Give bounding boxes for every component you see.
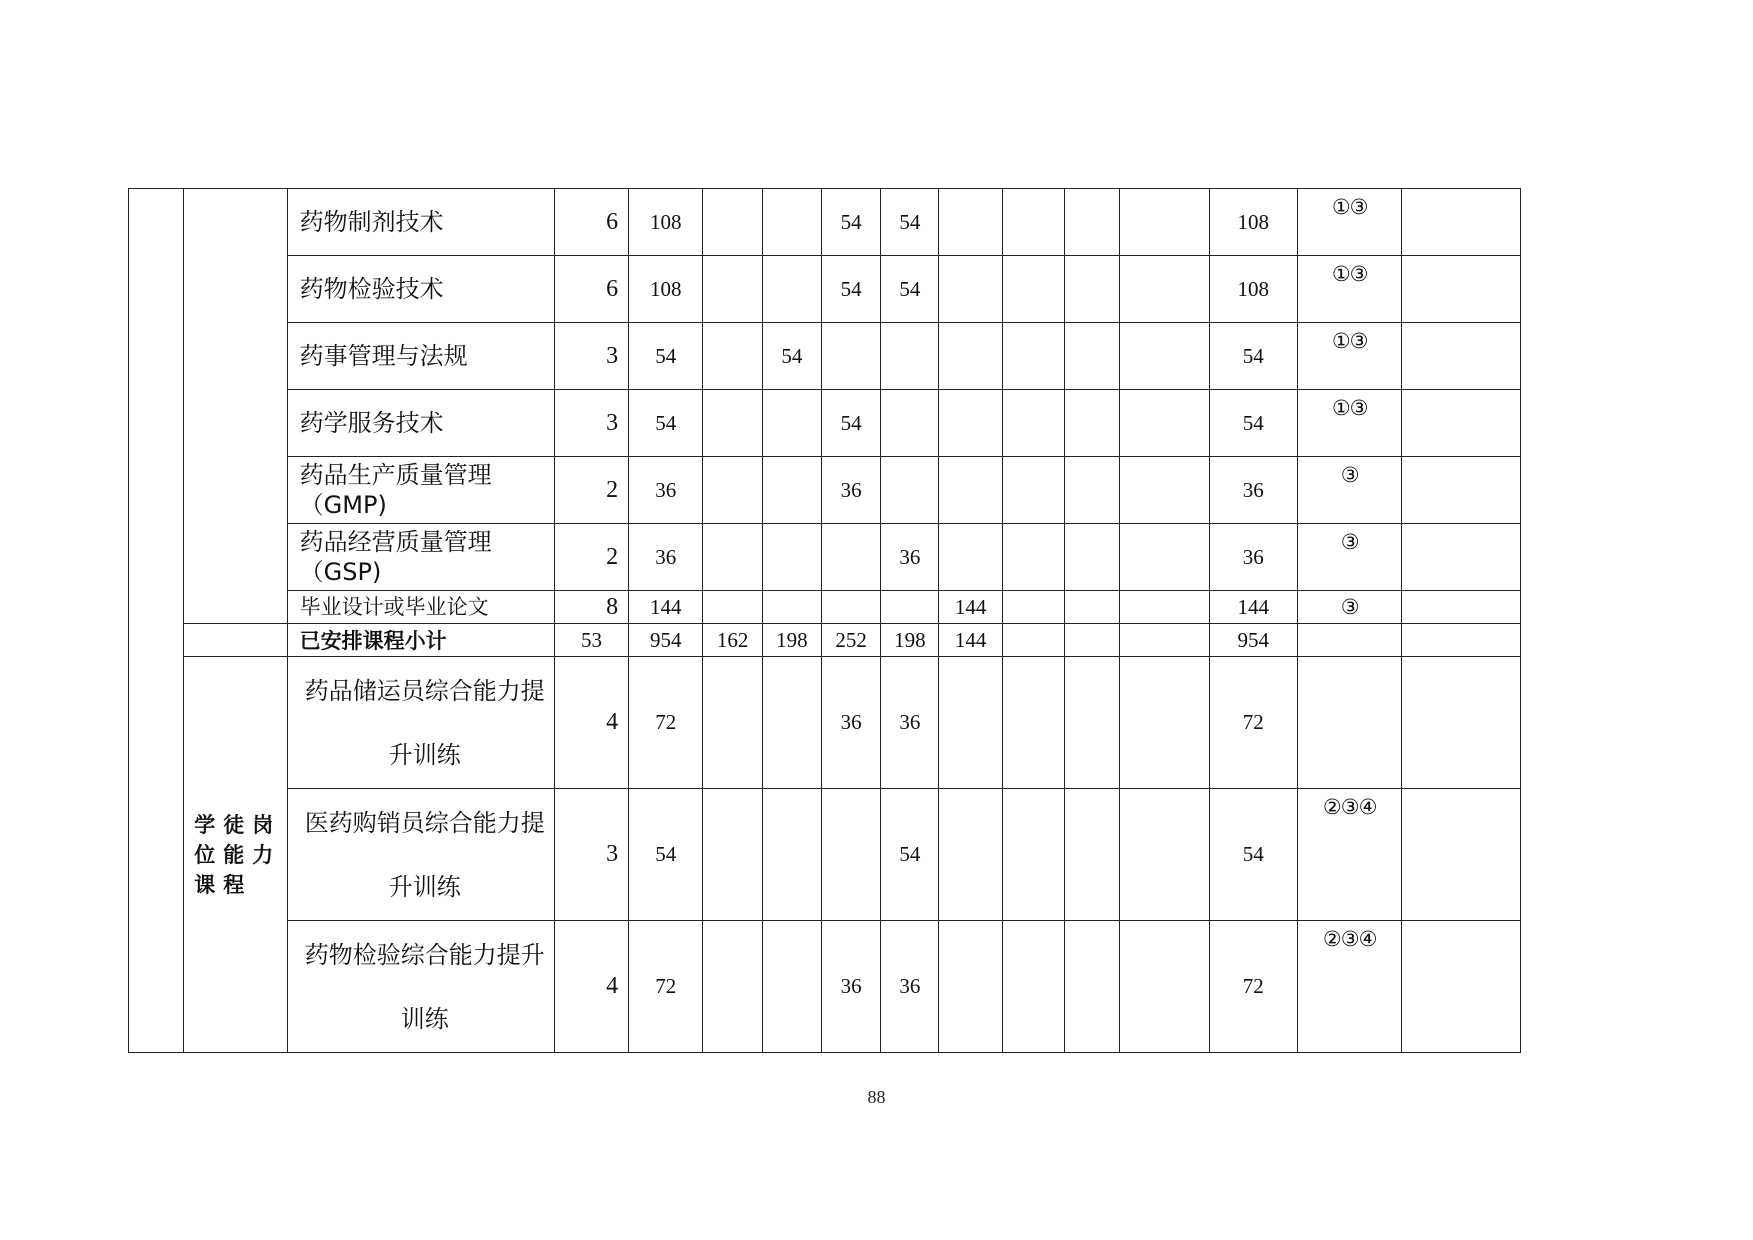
semester-6-cell (1002, 789, 1064, 921)
course-name: 药品经营质量管理（GSP) (287, 524, 554, 591)
extra-col-1-cell (1064, 591, 1119, 624)
teaching-mode-cell: ②③④ (1297, 789, 1401, 921)
credits-cell: 3 (554, 323, 628, 390)
course-name: 药事管理与法规 (287, 323, 554, 390)
semester-6-cell (1002, 524, 1064, 591)
semester-5-cell (939, 256, 1002, 323)
teaching-mode-cell (1297, 624, 1401, 657)
note-cell (1402, 457, 1521, 524)
total-hours-2-cell: 108 (1209, 256, 1297, 323)
semester-5-cell (939, 524, 1002, 591)
total-hours-2-cell: 108 (1209, 189, 1297, 256)
total-hours-2-cell: 144 (1209, 591, 1297, 624)
course-name: 医药购销员综合能力提升训练 (287, 789, 554, 921)
table-row (129, 390, 1521, 457)
note-cell (1402, 591, 1521, 624)
total-hours-cell: 54 (629, 390, 703, 457)
extra-col-2-cell (1120, 624, 1209, 657)
table-row (129, 591, 1521, 624)
note-cell (1402, 390, 1521, 457)
credits-cell: 3 (554, 789, 628, 921)
extra-col-1-cell (1064, 789, 1119, 921)
total-hours-cell: 144 (629, 591, 703, 624)
course-name: 药物制剂技术 (287, 189, 554, 256)
total-hours-cell: 36 (629, 457, 703, 524)
table-row (129, 323, 1521, 390)
teaching-mode-cell: ③ (1297, 457, 1401, 524)
semester-4-cell: 54 (881, 189, 939, 256)
outer-category-cell (129, 189, 184, 1053)
credits-cell: 3 (554, 390, 628, 457)
semester-2-cell: 198 (762, 624, 821, 657)
semester-1-cell (703, 591, 762, 624)
semester-1-cell (703, 657, 762, 789)
total-hours-2-cell: 72 (1209, 657, 1297, 789)
semester-3-cell: 36 (821, 657, 880, 789)
semester-3-cell: 252 (821, 624, 880, 657)
extra-col-1-cell (1064, 657, 1119, 789)
total-hours-2-cell: 954 (1209, 624, 1297, 657)
credits-cell: 8 (554, 591, 628, 624)
credits-cell: 6 (554, 256, 628, 323)
course-table (128, 188, 1521, 1053)
semester-6-cell (1002, 323, 1064, 390)
credits-cell: 6 (554, 189, 628, 256)
note-cell (1402, 256, 1521, 323)
semester-1-cell (703, 789, 762, 921)
note-cell (1402, 323, 1521, 390)
semester-4-cell (881, 457, 939, 524)
semester-5-cell (939, 189, 1002, 256)
semester-6-cell (1002, 457, 1064, 524)
teaching-mode-cell: ②③④ (1297, 921, 1401, 1053)
course-name: 毕业设计或毕业论文 (287, 591, 554, 624)
teaching-mode-cell: ①③ (1297, 256, 1401, 323)
extra-col-1-cell (1064, 457, 1119, 524)
semester-5-cell (939, 457, 1002, 524)
semester-3-cell: 54 (821, 189, 880, 256)
extra-col-2-cell (1120, 524, 1209, 591)
teaching-mode-cell: ③ (1297, 591, 1401, 624)
note-cell (1402, 789, 1521, 921)
extra-col-1-cell (1064, 390, 1119, 457)
semester-6-cell (1002, 390, 1064, 457)
category-cell (184, 189, 287, 624)
table-row (129, 524, 1521, 591)
semester-5-cell (939, 657, 1002, 789)
extra-col-2-cell (1120, 657, 1209, 789)
semester-3-cell (821, 789, 880, 921)
semester-3-cell: 36 (821, 457, 880, 524)
subtotal-row (129, 624, 1521, 657)
extra-col-1-cell (1064, 624, 1119, 657)
extra-col-1-cell (1064, 524, 1119, 591)
teaching-mode-cell (1297, 657, 1401, 789)
semester-4-cell: 36 (881, 921, 939, 1053)
credits-cell: 4 (554, 657, 628, 789)
credits-cell: 53 (554, 624, 628, 657)
total-hours-2-cell: 54 (1209, 789, 1297, 921)
semester-2-cell (762, 256, 821, 323)
extra-col-2-cell (1120, 789, 1209, 921)
course-name: 药学服务技术 (287, 390, 554, 457)
semester-6-cell (1002, 624, 1064, 657)
semester-2-cell (762, 524, 821, 591)
note-cell (1402, 657, 1521, 789)
course-name: 药品储运员综合能力提升训练 (287, 657, 554, 789)
semester-5-cell (939, 789, 1002, 921)
table-row (129, 189, 1521, 256)
semester-2-cell: 54 (762, 323, 821, 390)
total-hours-cell: 72 (629, 921, 703, 1053)
semester-2-cell (762, 657, 821, 789)
semester-2-cell (762, 390, 821, 457)
extra-col-1-cell (1064, 189, 1119, 256)
semester-5-cell (939, 390, 1002, 457)
credits-cell: 2 (554, 524, 628, 591)
semester-3-cell (821, 524, 880, 591)
total-hours-cell: 54 (629, 789, 703, 921)
total-hours-cell: 36 (629, 524, 703, 591)
semester-5-cell: 144 (939, 624, 1002, 657)
semester-6-cell (1002, 657, 1064, 789)
credits-cell: 2 (554, 457, 628, 524)
extra-col-1-cell (1064, 256, 1119, 323)
total-hours-2-cell: 72 (1209, 921, 1297, 1053)
course-name: 药物检验技术 (287, 256, 554, 323)
semester-5-cell: 144 (939, 591, 1002, 624)
total-hours-2-cell: 54 (1209, 390, 1297, 457)
total-hours-cell: 108 (629, 256, 703, 323)
total-hours-cell: 54 (629, 323, 703, 390)
semester-6-cell (1002, 189, 1064, 256)
semester-4-cell: 54 (881, 256, 939, 323)
extra-col-2-cell (1120, 189, 1209, 256)
note-cell (1402, 921, 1521, 1053)
table-row (129, 457, 1521, 524)
semester-4-cell (881, 323, 939, 390)
teaching-mode-cell: ①③ (1297, 390, 1401, 457)
semester-2-cell (762, 591, 821, 624)
subtotal-label: 已安排课程小计 (287, 624, 554, 657)
extra-col-2-cell (1120, 256, 1209, 323)
semester-4-cell (881, 390, 939, 457)
teaching-mode-cell: ③ (1297, 524, 1401, 591)
total-hours-2-cell: 36 (1209, 524, 1297, 591)
extra-col-2-cell (1120, 323, 1209, 390)
semester-4-cell: 198 (881, 624, 939, 657)
semester-1-cell (703, 256, 762, 323)
semester-4-cell: 54 (881, 789, 939, 921)
credits-cell: 4 (554, 921, 628, 1053)
semester-1-cell (703, 390, 762, 457)
teaching-mode-cell: ①③ (1297, 323, 1401, 390)
semester-3-cell (821, 323, 880, 390)
semester-5-cell (939, 921, 1002, 1053)
extra-col-2-cell (1120, 390, 1209, 457)
extra-col-1-cell (1064, 921, 1119, 1053)
table-row (129, 921, 1521, 1053)
extra-col-2-cell (1120, 921, 1209, 1053)
page-number: 88 (867, 1087, 886, 1107)
total-hours-2-cell: 54 (1209, 323, 1297, 390)
semester-6-cell (1002, 921, 1064, 1053)
semester-3-cell: 36 (821, 921, 880, 1053)
semester-1-cell (703, 921, 762, 1053)
semester-1-cell (703, 189, 762, 256)
subtotal-category-cell (184, 624, 287, 657)
semester-1-cell: 162 (703, 624, 762, 657)
total-hours-cell: 108 (629, 189, 703, 256)
table-row (129, 789, 1521, 921)
course-name: 药品生产质量管理（GMP) (287, 457, 554, 524)
semester-4-cell (881, 591, 939, 624)
note-cell (1402, 189, 1521, 256)
semester-6-cell (1002, 591, 1064, 624)
note-cell (1402, 524, 1521, 591)
semester-2-cell (762, 457, 821, 524)
extra-col-2-cell (1120, 591, 1209, 624)
semester-5-cell (939, 323, 1002, 390)
teaching-mode-cell: ①③ (1297, 189, 1401, 256)
total-hours-2-cell: 36 (1209, 457, 1297, 524)
semester-2-cell (762, 789, 821, 921)
semester-3-cell: 54 (821, 390, 880, 457)
note-cell (1402, 624, 1521, 657)
table-row (129, 657, 1521, 789)
semester-2-cell (762, 921, 821, 1053)
total-hours-cell: 72 (629, 657, 703, 789)
table-row (129, 256, 1521, 323)
extra-col-2-cell (1120, 457, 1209, 524)
semester-6-cell (1002, 256, 1064, 323)
semester-4-cell: 36 (881, 657, 939, 789)
semester-3-cell (821, 591, 880, 624)
semester-1-cell (703, 524, 762, 591)
course-name: 药物检验综合能力提升训练 (287, 921, 554, 1053)
semester-4-cell: 36 (881, 524, 939, 591)
semester-2-cell (762, 189, 821, 256)
total-hours-cell: 954 (629, 624, 703, 657)
semester-1-cell (703, 323, 762, 390)
category-label: 学徒岗位能力课程 (184, 657, 287, 1053)
semester-3-cell: 54 (821, 256, 880, 323)
extra-col-1-cell (1064, 323, 1119, 390)
semester-1-cell (703, 457, 762, 524)
